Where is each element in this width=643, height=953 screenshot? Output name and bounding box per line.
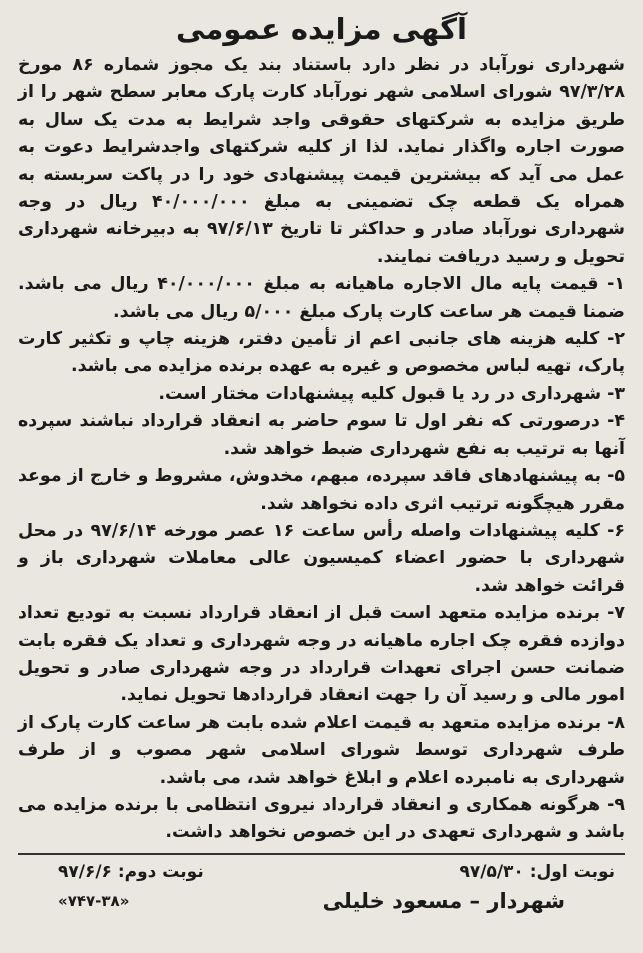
first-notice-date: نوبت اول: ۹۷/۵/۳۰ (459, 861, 615, 882)
clause-6: ۶- کلیه پیشنهادات واصله رأس ساعت ۱۶ عصر مورخه ۹۷/۶/۱۴ در محل شهرداری با حضور اعضاء کمیسیون عالی معاملات شهرداری باز و قرائت خواهد شد. (18, 520, 626, 596)
publication-dates (18, 859, 625, 885)
intro-paragraph: شهرداری نورآباد در نظر دارد باستناد بند یک مجوز شماره ۸۶ مورخ ۹۷/۳/۲۸ شورای اسلامی شهر نورآباد کارت پارک معابر سطح شهر را از طریق مزایده به شرکتهای حقوقی واجد شرایط به مدت یک سال به صورت اجاره واگذار نماید. لذا از کلیه شرکتهای واجدشرایط دعوت به عمل می آید که بیشترین قیمت پیشنهادی خود را در پاکت سربسته به همراه یک قطعه چک تضمینی به مبلغ ۴۰/۰۰۰/۰۰۰ ریال در وجه شهرداری نورآباد صادر و حداکثر تا تاریخ ۹۷/۶/۱۳ به دبیرخانه شهرداری تحویل و رسید دریافت نمایند. (18, 55, 626, 267)
clause-8: ۸- برنده مزایده متعهد به قیمت اعلام شده بابت هر ساعت کارت پارک از طرف شهرداری توسط شورای اسلامی شهر مصوب و از طرف شهرداری به نامبرده اعلام و ابلاغ خواهد شد، می باشد. (18, 712, 625, 788)
footer-divider (18, 853, 625, 855)
clause-3: ۳- شهرداری در رد یا قبول کلیه پیشنهادات مختار است. (158, 383, 625, 404)
clause-4: ۴- درصورتی که نفر اول تا سوم حاضر به انعقاد قرارداد نباشند سپرده آنها به ترتیب به نفع شهرداری ضبط خواهد شد. (18, 411, 625, 459)
ad-code: «۷۴۷-۳۸» (58, 891, 130, 910)
clause-5: ۵- به پیشنهادهای فاقد سپرده، مبهم، مخدوش، مشروط و خارج از موعد مقرر هیچگونه ترتیب اثری داده نخواهد شد. (18, 466, 625, 514)
signature-row (18, 889, 625, 913)
clause-9: ۹- هرگونه همکاری و انعقاد قرارداد نیروی انتظامی با برنده مزایده می باشد و شهرداری تعهدی در این خصوص نخواهد داشت. (18, 794, 625, 843)
clause-1: ۱- قیمت پایه مال الاجاره ماهیانه به مبلغ ۴۰/۰۰۰/۰۰۰ ریال می باشد. ضمنا قیمت هر ساعت کارت پارک مبلغ ۵/۰۰۰ ریال می باشد. (18, 274, 626, 322)
second-notice-date: نوبت دوم: ۹۷/۶/۶ (58, 861, 204, 882)
mayor-signature: شهردار – مسعود خلیلی (322, 888, 565, 913)
clause-7: ۷- برنده مزایده متعهد است قبل از انعقاد قرارداد نسبت به تودیع تعداد دوازده فقره چک اجاره ماهیانه در وجه شهرداری و تعداد یک فقره بابت ضمانت حسن اجرای تعهدات قرارداد در وجه شهرداری صادر و تحویل امور مالی و رسید آن را جهت انعقاد قراردادها تحویل نماید. (18, 603, 625, 706)
clause-2: ۲- کلیه هزینه های جانبی اعم از تأمین دفتر، هزینه چاپ و تکثیر کارت پارک، تهیه لباس مخصوص و غیره به عهده برنده مزایده می باشد. (18, 329, 625, 377)
notice-body (18, 52, 625, 847)
notice-title: آگهی مزایده عمومی (176, 12, 467, 46)
